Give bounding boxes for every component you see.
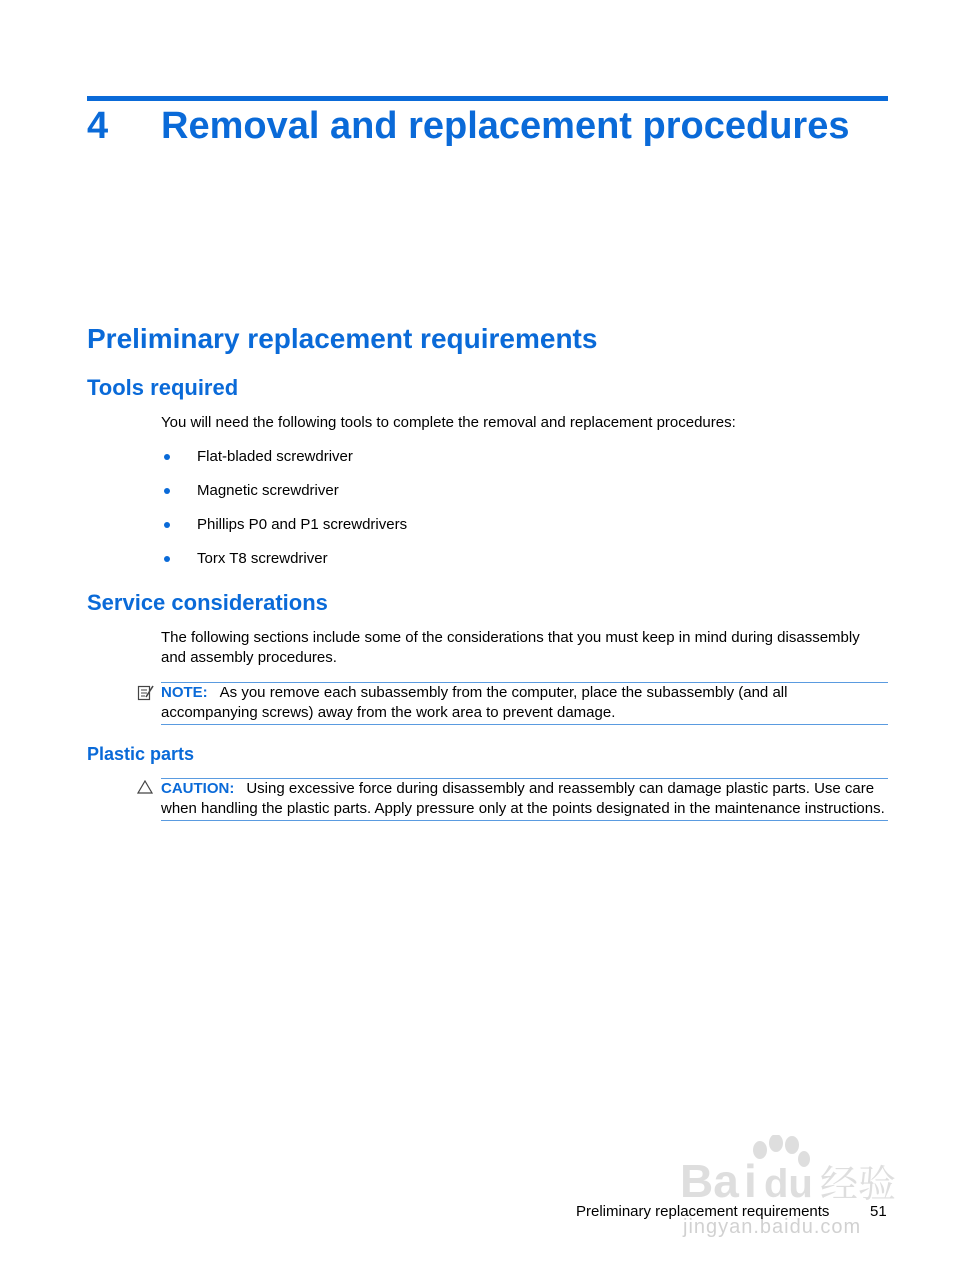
note-label: NOTE:: [161, 684, 208, 701]
chapter-title: Removal and replacement procedures: [161, 105, 850, 147]
caution-icon: [137, 780, 153, 794]
section-title: Preliminary replacement requirements: [87, 323, 598, 354]
note-callout: [161, 682, 888, 725]
caution-label: CAUTION:: [161, 780, 235, 797]
service-intro: The following sections include some of the considerations that you must keep in mind during disassembly and assembly procedures.: [161, 629, 860, 666]
svg-text:Ba: Ba: [680, 1155, 739, 1207]
bullet-icon: [164, 522, 170, 528]
svg-text:经验: 经验: [820, 1162, 897, 1206]
caution-text: Using excessive force during disassembly and reassembly can damage plastic parts. Use care when handling the plastic parts. Apply pressure only at the points designated in the maintenance instructions.: [161, 780, 885, 817]
service-heading: Service considerations: [87, 590, 328, 615]
list-item-text: Phillips P0 and P1 screwdrivers: [197, 516, 408, 533]
bullet-icon: [164, 454, 170, 460]
caution-callout: [161, 778, 888, 821]
note-text: As you remove each subassembly from the computer, place the subassembly (and all accompanying screws) away from the work area to prevent damage.: [161, 684, 788, 721]
list-item-text: Magnetic screwdriver: [197, 482, 339, 499]
watermark-url: jingyan.baidu.com: [683, 1216, 862, 1238]
footer-section-title: Preliminary replacement requirements: [576, 1203, 830, 1220]
svg-text:i: i: [744, 1155, 757, 1207]
bullet-icon: [164, 556, 170, 562]
list-item-text: Flat-bladed screwdriver: [197, 448, 353, 465]
list-item-text: Torx T8 screwdriver: [197, 550, 328, 567]
plastic-heading: Plastic parts: [87, 744, 195, 764]
chapter-number: 4: [87, 105, 109, 147]
tools-heading: Tools required: [87, 375, 239, 400]
footer-page-number: 51: [870, 1203, 887, 1220]
svg-text:du: du: [764, 1162, 813, 1206]
chapter-rule: [87, 96, 888, 101]
tools-intro: You will need the following tools to complete the removal and replacement procedures:: [161, 414, 736, 431]
note-icon: [137, 684, 154, 701]
bullet-icon: [164, 488, 170, 494]
